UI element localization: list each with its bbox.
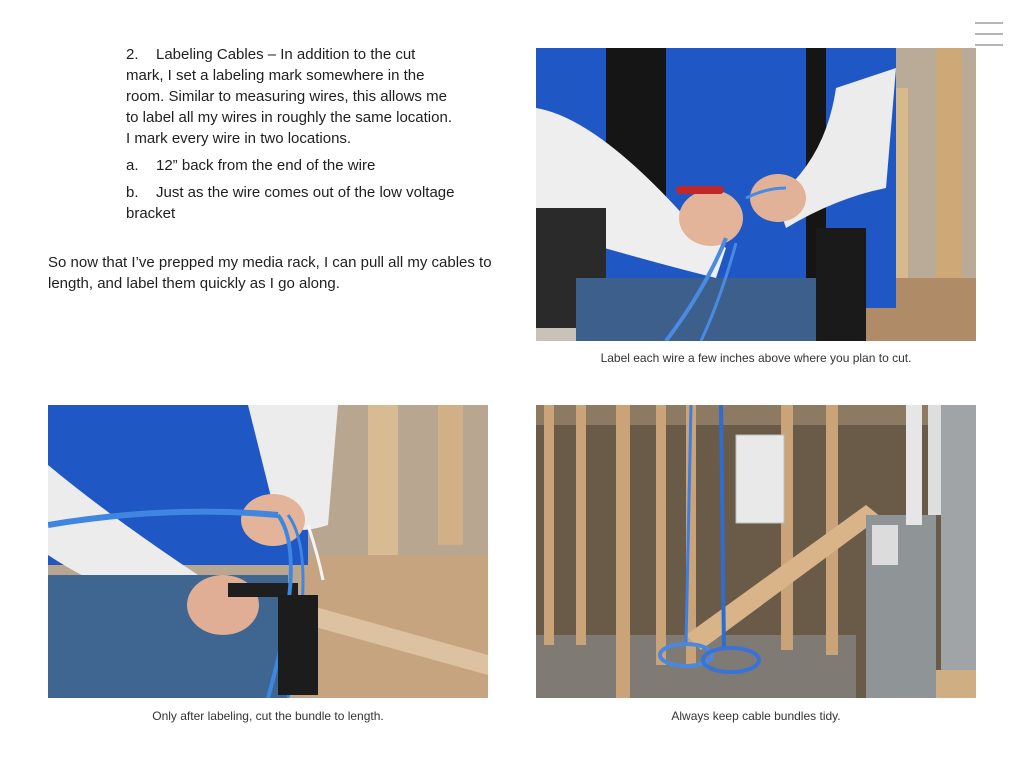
- photo-cutting-bundle: [48, 405, 488, 698]
- list-item-text: Labeling Cables – In addition to the cut mark, I set a labeling mark somewhere in the room. Similar to measuring wires, this allows me to label all my wires in roughly the same location. I mark every wire in two locations.: [126, 46, 452, 147]
- sub-item-b: [126, 182, 456, 224]
- menu-line: [975, 33, 1003, 35]
- photo-tidy-bundles: [536, 405, 976, 698]
- hamburger-menu-icon[interactable]: [975, 20, 1003, 48]
- photo-caption: Always keep cable bundles tidy.: [671, 709, 841, 723]
- list-marker: b.: [126, 184, 139, 201]
- list-item-2: [126, 44, 456, 149]
- intro-paragraph: So now that I’ve prepped my media rack, I can pull all my cables to length, and label them quickly as I go along.: [48, 254, 492, 292]
- list-marker: 2.: [126, 46, 139, 63]
- photo-labeling-wire: [536, 48, 976, 341]
- list-marker: a.: [126, 157, 139, 174]
- menu-line: [975, 22, 1003, 24]
- menu-line: [975, 44, 1003, 46]
- instruction-list: [126, 44, 456, 230]
- photo-caption: Label each wire a few inches above where you plan to cut.: [600, 351, 912, 365]
- sub-item-a: [126, 155, 456, 176]
- sub-item-text: Just as the wire comes out of the low voltage bracket: [126, 184, 455, 222]
- sub-item-text: 12” back from the end of the wire: [156, 157, 376, 174]
- photo-caption: Only after labeling, cut the bundle to length.: [152, 709, 384, 723]
